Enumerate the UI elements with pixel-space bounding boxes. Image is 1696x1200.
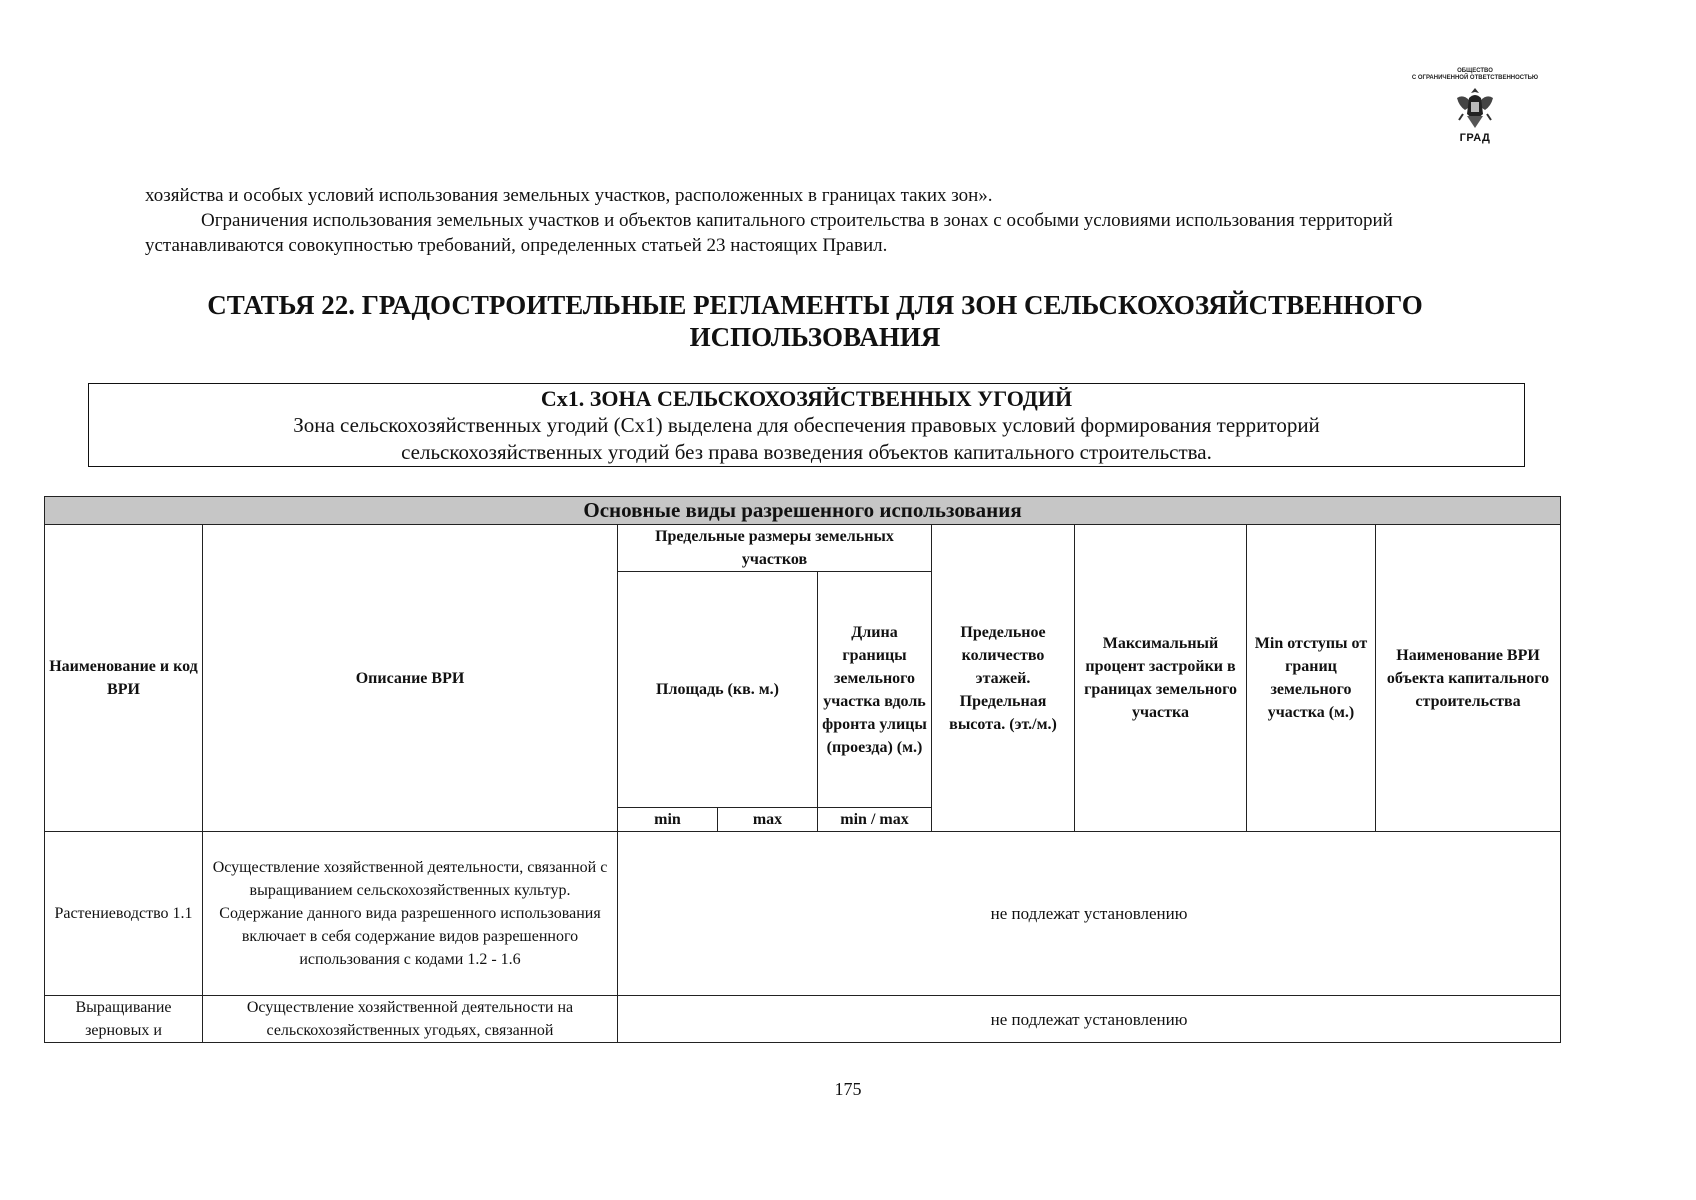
col-header-floors: Предельное количество этажей. Предельная высота. (эт./м.) [932,525,1075,832]
col-header-min: min [618,808,718,832]
intro-line1: хозяйства и особых условий использования земельных участков, расположенных в границах таких зон». [145,185,993,206]
row-name: Выращивание зерновых и [45,996,203,1043]
zone-title: Сх1. ЗОНА СЕЛЬСКОХОЗЯЙСТВЕННЫХ УГОДИЙ [540,386,1073,411]
col-header-area: Площадь (кв. м.) [618,572,818,808]
zone-box [88,383,1525,467]
col-header-description: Описание ВРИ [203,525,618,832]
logo-name: ГРАД [1459,132,1491,144]
col-header-limit-sizes: Предельные размеры земельных участков [618,525,932,572]
regulations-table [44,496,1561,1043]
col-header-name-code: Наименование и код ВРИ [45,525,203,832]
table-row [45,996,1561,1043]
logo-org-line1: ОБЩЕСТВО [1457,68,1493,74]
col-header-frontage: Длина границы земельного участка вдоль фронта улицы (проезда) (м.) [818,572,932,808]
intro-para2: Ограничения использования земельных участков и объектов капитального строительства в зонах с особыми условиями использования территорий устанавливаются совокупностью требований, определенных статьей 23 настоящих Правил. [145,210,1393,256]
col-header-min-max: min / max [818,808,932,832]
col-header-object-name: Наименование ВРИ объекта капитального строительства [1376,525,1561,832]
row-merged-value: не подлежат установлению [618,832,1561,996]
section-header: Основные виды разрешенного использования [45,497,1561,525]
zone-description: Зона сельскохозяйственных угодий (Сх1) выделена для обеспечения правовых условий формирования территорий сельскохозяйственных угодий без права возведения объектов капитального строительства. [293,413,1320,464]
row-description: Осуществление хозяйственной деятельности на сельскохозяйственных угодьях, связанной [203,996,618,1043]
intro-text [145,183,1485,258]
table-row [45,832,1561,996]
row-name: Растениеводство 1.1 [45,832,203,996]
page-number: 175 [834,1079,862,1099]
article-title: СТАТЬЯ 22. ГРАДОСТРОИТЕЛЬНЫЕ РЕГЛАМЕНТЫ ДЛЯ ЗОН СЕЛЬСКОХОЗЯЙСТВЕННОГО ИСПОЛЬЗОВАНИЯ [207,290,1423,352]
col-header-setbacks: Min отступы от границ земельного участка (м.) [1247,525,1376,832]
col-header-max-percent: Максимальный процент застройки в границах земельного участка [1075,525,1247,832]
row-merged-value: не подлежат установлению [618,996,1561,1043]
logo-org-line2: С ОГРАНИЧЕННОЙ ОТВЕТСТВЕННОСТЬЮ [1411,75,1539,81]
row-description: Осуществление хозяйственной деятельности, связанной с выращиванием сельскохозяйственных культур. Содержание данного вида разрешенного использования включает в себя содержание видов разрешенного использования с кодами 1.2 - 1.6 [203,832,618,996]
eagle-emblem-icon [1453,84,1497,132]
company-logo [1392,68,1558,156]
col-header-max: max [718,808,818,832]
